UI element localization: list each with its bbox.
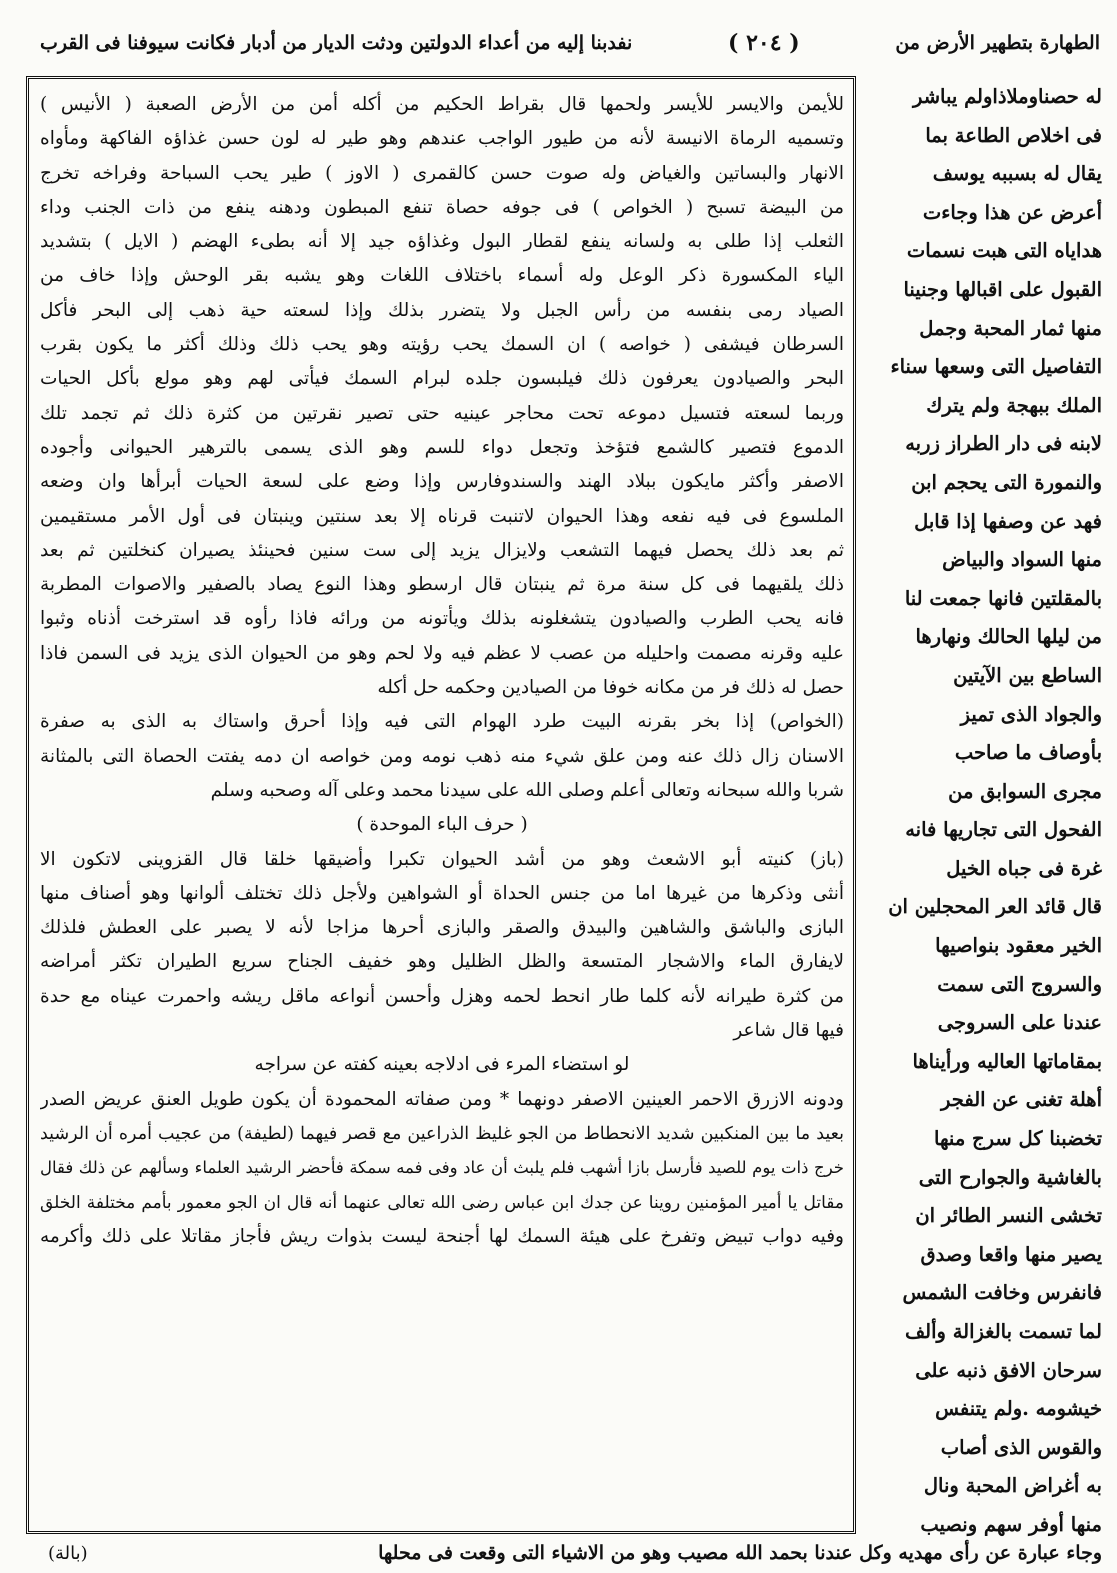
text-line: فيها قال شاعر	[733, 1020, 844, 1042]
text-line: فانه يحب الطرب والصيادون يتشغلونه بذلك ويأتونه من ورائه فاذا رأوه قد استرخت أذناه وثبوا	[40, 608, 844, 630]
margin-line: خيشومه .ولم يتنفس	[935, 1397, 1102, 1421]
margin-line: بأوصاف ما صاحب	[954, 741, 1102, 765]
margin-line: أعرض عن هذا وجاءت	[922, 200, 1102, 224]
text-line: حصل له ذلك فر من مكانه خوفا من الصيادين وحكمه حل أكله	[377, 677, 844, 699]
text-line: البحر والصيادون يعرفون ذلك فيلبسون جلده لبرام السمك فيأتى لهم وهو مولع بأكل الحيات	[40, 368, 844, 390]
text-line: الصياد رمى بنفسه من رأس الجبل ولا يتضرر بذلك وإذا لسعته حية ذهب إلى البحر فأكل	[40, 299, 844, 321]
margin-line: منها السواد والبياض	[942, 548, 1102, 572]
margin-line: الفحول التى تجاريها فانه	[905, 818, 1102, 842]
text-line: ثم بعد ذلك يحصل فيهما التشعب ولايزال يزيد إلى ست سنين فحينئذ يصيران كنخلتين ثم بعد	[40, 539, 844, 561]
margin-line: القبول على اقبالها وجنينا	[903, 277, 1102, 301]
text-line: الاصفر وأكثر مايكون ببلاد الهند والسندوفارس وإذا وضع على لسعة الحيات أبرأها وان وضعه	[40, 471, 844, 493]
margin-line: والجواد الذى تميز	[960, 702, 1102, 726]
text-line: الانهار والبساتين والغياض وله صوت حسن كالقمرى ( الاوز ) طير يحب السباحة وفراخه تخرج	[40, 162, 844, 184]
header-left-text: نفدبنا إليه من أعداء الدولتين ودثت الديار من أدبار فكانت سيوفنا فى القرب	[40, 32, 633, 54]
text-line: عليه وقرنه مصمت واحليله من عصب لا عظم فيه ولا لحم وهو من الحيوان الذى يزيد فى السمن فاذا	[40, 642, 844, 664]
text-line: (الخواص) إذا بخر بقرنه البيت طرد الهوام التى فيه وإذا أحرق واستاك به الذى به صفرة	[40, 711, 844, 733]
page-footer	[40, 1538, 1102, 1568]
margin-line: فهد عن وصفها إذا قابل	[914, 509, 1102, 533]
margin-line: به أغراض المحبة ونال	[923, 1474, 1102, 1498]
text-line: الدموع فتصير كالشمع فتؤخذ وتجعل دواء للسم وهو الذى يسمى بالترهير الحيوانى وأجوده	[40, 436, 844, 458]
margin-line: سرحان الافق ذنبه على	[915, 1358, 1102, 1382]
text-line: وتسميه الرماة الانيسة لأنه من طيور الواجب عندهم وهو طير له لون حسن غذاؤه الفاكهة ومأواه	[40, 128, 844, 150]
running-header	[40, 22, 1100, 64]
margin-line: من ليلها الحالك ونهارها	[915, 625, 1102, 649]
margin-line: تخشى النسر الطائر ان	[915, 1204, 1102, 1228]
text-line: ذلك يلقيهما فى كل سنة مرة ثم ينبتان قال ارسطو وهذا النوع يصاد بالصفير والاصوات المطربة	[40, 574, 844, 596]
margin-line: لما تسمت بالغزالة وألف	[904, 1320, 1102, 1343]
margin-line: والنمورة التى يحجم ابن	[911, 470, 1102, 494]
text-line: وربما لسعته فتسيل دموعه تحت محاجر عينيه حتى تصير نقرتين من كثرة ذلك ثم تجمد تلك	[40, 402, 844, 424]
text-line: الاسنان زال ذلك عنه ومن علق شيء منه ذهب نومه ومن خواصه ان دمه يفتت الحصاة التى بالمثانة	[40, 745, 844, 767]
text-line: وفيه دواب تبيض وتفرخ على هيئة السمك لها أجنحة ليست بذوات ريش فأجاز مقاتلا على ذلك وأكرمه	[40, 1225, 844, 1247]
margin-line: يصير منها واقعا وصدق	[920, 1242, 1102, 1266]
text-line: أنثى وذكرها من غيرها اما من جنس الحداة أو الشواهين ولأجل ذلك تختلف ألوانها وهو أصناف منها	[40, 882, 844, 904]
catchword: (بالة)	[48, 1542, 88, 1564]
section-heading: ( حرف الباء الموحدة )	[356, 814, 528, 836]
text-line: من كثرة طيرانه لأنه كلما طار انحط لحمه وهزل وأحسن أنواعه ماقل ريشه واحمرت عيناه مع حدة	[40, 985, 844, 1007]
margin-line: له حصناوملاذاولم يباشر	[912, 85, 1102, 108]
text-line: ودونه الازرق الاحمر العينين الاصفر دونهما * ومن صفاته المحمودة أن يكون طويل العنق عريض الصدر	[40, 1088, 844, 1110]
margin-line: الخير معقود بنواصيها	[935, 934, 1102, 958]
margin-line: بالغاشية والجوارح التى	[918, 1165, 1102, 1189]
text-line: خرج ذات يوم للصيد فأرسل بازا أشهب فلم يلبث أن عاد وفى فمه سمكة فأحضر الرشيد العلماء وسألهم عن ذلك فقال	[40, 1158, 844, 1178]
margin-commentary	[862, 78, 1102, 1536]
margin-line: تخضبنا كل سرج منها	[934, 1127, 1102, 1151]
margin-line: فانفرس وخافت الشمس	[902, 1281, 1102, 1305]
margin-line: بالمقلتين فانها جمعت لنا	[904, 586, 1102, 610]
margin-line: عندنا على السروجى	[937, 1011, 1102, 1035]
margin-line: مجرى السوابق من	[948, 779, 1102, 803]
margin-line: قال قائد العر المحجلين ان	[888, 895, 1102, 919]
margin-line: أهلة تغنى عن الفجر	[941, 1088, 1102, 1112]
main-text-block	[40, 88, 844, 1254]
margin-line: بمقاماتها العاليه ورأيناها	[912, 1049, 1102, 1073]
footer-margin-continuation: وجاء عبارة عن رأى مهديه وكل عندنا بحمد الله مصيب وهو من الاشياء التى وقعت فى محلها	[378, 1542, 1102, 1564]
text-line: لايفارق الماء والاشجار المتسعة والظل الظليل وهو خفيف الجناح سريع الطيران تكثر أمراضه	[40, 951, 844, 973]
margin-line: غرة فى جباه الخيل	[946, 856, 1102, 880]
text-line: الملسوع فى فيه نفعه وهذا الحيوان لاتنبت قرناه إلا بعد سنتين وينبتان فى أول الأمر مستقيمين	[40, 505, 844, 527]
margin-line: هداياه التى هبت نسمات	[906, 239, 1102, 263]
text-line: الثعلب إذا طلى به ولسانه ينفع لقطار البول وغذاؤه جيد إلا أنه بطىء الهضم ( الايل ) بتشديد	[40, 231, 844, 253]
margin-line: منها ثمار المحبة وجمل	[919, 316, 1102, 340]
poetry-verse: لو استضاء المرء فى ادلاجه بعينه كفته عن سراجه	[254, 1054, 630, 1076]
text-line: للأيمن والايسر للأيسر ولحمها قال بقراط الحكيم من أكله أمن من الأرض الصعبة ( الأنيس )	[40, 94, 844, 115]
text-line: الياء المكسورة ذكر الوعل وله أسماء باختلاف اللغات وهو يشبه بقر الوحش وإذا خاف من	[40, 265, 844, 287]
margin-line: الساطع بين الآيتين	[953, 663, 1102, 687]
margin-line: فى اخلاص الطاعة بما	[925, 123, 1102, 147]
margin-line: منها أوفر سهم ونصيب	[920, 1512, 1102, 1536]
text-line: (باز) كنيته أبو الاشعث وهو من أشد الحيوان تكبرا وأضيقها خلقا قال القزوينى لاتكون الا	[40, 848, 844, 870]
text-line: شربا والله سبحانه وتعالى أعلم وصلى الله على سيدنا محمد وعلى آله وصحبه وسلم	[210, 779, 844, 801]
margin-line: الملك ببهجة ولم يترك	[926, 393, 1102, 417]
page-number: ( ٢٠٤ )	[728, 30, 800, 56]
text-line: البازى والباشق والشاهين والبيدق والصقر والبازى أحرها مزاجا لأنه لا يصبر على العطش فلذلك	[40, 917, 844, 939]
margin-line: التفاصيل التى وسعها سناء	[890, 355, 1102, 379]
margin-line: والقوس الذى أصاب	[940, 1435, 1102, 1459]
text-line: السرطان فيشفى ( خواصه ) ان السمك يحب رؤيته وهو يحب ذلك وذلك أكثر ما يكون بقرب	[40, 334, 844, 356]
text-line: مقاتل يا أمير المؤمنين روينا عن جدك ابن عباس رضى الله تعالى عنهما أنه قال ان الجو معمور بأمم مختلفة الخلق	[40, 1192, 844, 1213]
text-line: من البيضة تسبح ( الخواص ) فى جوفه حصاة تنفع المبطون ودهنه ينفع من ذات الجنب وداء	[40, 196, 844, 218]
text-line: بعيد ما بين المنكبين شديد الانحطاط من الجو غليظ الذراعين مع قصر فيهما (لطيفة) من عجيب أمره أن الرشيد	[40, 1123, 844, 1144]
margin-line: لابنه فى دار الطراز زربه	[905, 432, 1102, 456]
header-right-text: الطهارة بتطهير الأرض من	[895, 32, 1100, 54]
margin-line: يقال له بسببه يوسف	[932, 162, 1102, 186]
margin-line: والسروج التى سمت	[937, 972, 1102, 996]
